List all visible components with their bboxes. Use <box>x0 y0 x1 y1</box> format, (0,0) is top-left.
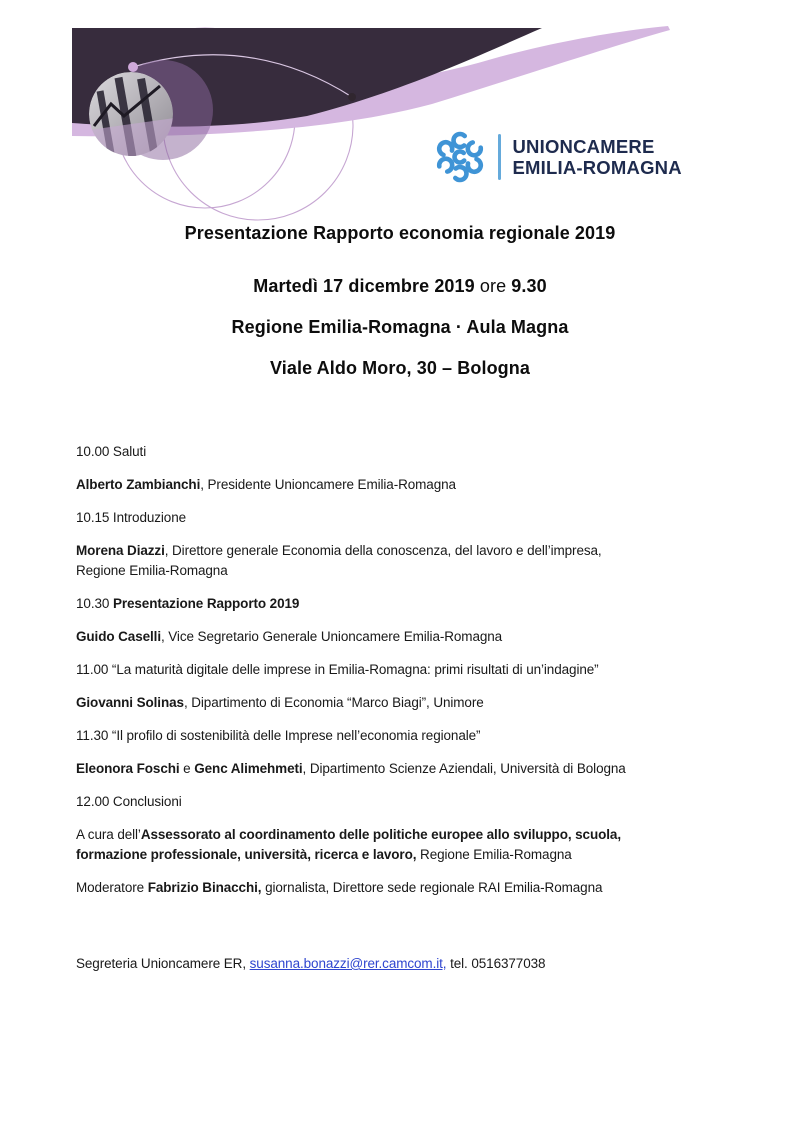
text-run: , Direttore generale Economia della conoscenza, del lavoro e dell’impresa, <box>164 543 602 558</box>
bold-text-run: 9.30 <box>511 276 547 296</box>
bold-text-run: Viale Aldo Moro, 30 – Bologna <box>270 358 530 378</box>
unioncamere-logo-icon <box>433 130 487 184</box>
bold-text-run: Martedì 17 dicembre 2019 <box>253 276 480 296</box>
program-item-1 <box>76 442 736 462</box>
text-run: 10.00 Saluti <box>76 444 147 459</box>
event-datetime <box>0 277 800 296</box>
bold-text-run: Regione Emilia-Romagna · Aula Magna <box>231 317 569 337</box>
bold-text-run: Genc Alimehmeti <box>194 761 303 776</box>
footer <box>76 954 736 974</box>
text-run: 12.00 Conclusioni <box>76 794 182 809</box>
unioncamere-logo <box>433 127 682 187</box>
program-item-13 <box>76 878 736 898</box>
title-block <box>0 224 800 400</box>
logo-text-line1: UNIONCAMERE <box>512 136 655 157</box>
program-item-3 <box>76 508 736 528</box>
dark-dot <box>348 93 356 101</box>
text-run: Regione Emilia-Romagna <box>416 847 572 862</box>
text-run: 11.30 “Il profilo di sostenibilità delle Imprese nell’economia regionale” <box>76 728 481 743</box>
program-item-8 <box>76 693 736 713</box>
program-item-7 <box>76 660 736 680</box>
program-item-9 <box>76 726 736 746</box>
text-run: , Dipartimento Scienze Aziendali, Università di Bologna <box>302 761 626 776</box>
logo-text-line2: EMILIA-ROMAGNA <box>512 157 682 178</box>
program-item-12 <box>76 825 736 865</box>
lavender-dot <box>128 62 138 72</box>
text-run: 11.00 “La maturità digitale delle imprese in Emilia-Romagna: primi risultati di un’indagine” <box>76 662 599 677</box>
footer-contact <box>76 954 736 974</box>
text-run: ore <box>479 276 512 296</box>
text-run: , Presidente Unioncamere Emilia-Romagna <box>200 477 456 492</box>
bold-text-run: formazione professionale, università, ricerca e lavoro, <box>76 847 417 862</box>
bold-text-run: Assessorato al coordinamento delle politiche europee allo sviluppo, scuola, <box>140 827 621 842</box>
bold-text-run: Fabrizio Binacchi, <box>147 880 262 895</box>
text-run: 10.30 <box>76 596 113 611</box>
program-item-5 <box>76 594 736 614</box>
bold-text-run: Guido Caselli <box>76 629 161 644</box>
bold-text-run: Alberto Zambianchi <box>76 477 201 492</box>
program-item-6 <box>76 627 736 647</box>
text-run: Moderatore <box>76 880 148 895</box>
bold-text-run: Presentazione Rapporto 2019 <box>112 596 300 611</box>
event-address <box>0 359 800 378</box>
text-run: Regione Emilia-Romagna <box>76 563 228 578</box>
program-item-4 <box>76 541 736 581</box>
text-run: A cura dell’ <box>76 827 141 842</box>
program-list <box>76 442 736 911</box>
text-run: tel. 0516377038 <box>446 956 546 971</box>
bold-text-run: Morena Diazzi <box>76 543 165 558</box>
email-link[interactable]: susanna.bonazzi@rer.camcom.it, <box>249 956 447 971</box>
bold-text-run: Giovanni Solinas <box>76 695 184 710</box>
text-run: giornalista, Direttore sede regionale RAI Emilia-Romagna <box>261 880 603 895</box>
event-venue <box>0 318 800 337</box>
text-run: e <box>179 761 195 776</box>
program-item-10 <box>76 759 736 779</box>
text-run: , Vice Segretario Generale Unioncamere Emilia-Romagna <box>160 629 503 644</box>
program-item-11 <box>76 792 736 812</box>
event-title <box>0 224 800 243</box>
text-run: 10.15 Introduzione <box>76 510 187 525</box>
program-item-2 <box>76 475 736 495</box>
logo-text <box>513 136 682 178</box>
text-run: Segreteria Unioncamere ER, <box>76 956 250 971</box>
bold-text-run: Eleonora Foschi <box>76 761 180 776</box>
bold-text-run: Presentazione Rapporto economia regionale 2019 <box>184 223 616 243</box>
logo-divider <box>498 134 501 180</box>
text-run: , Dipartimento di Economia “Marco Biagi”, Unimore <box>183 695 484 710</box>
